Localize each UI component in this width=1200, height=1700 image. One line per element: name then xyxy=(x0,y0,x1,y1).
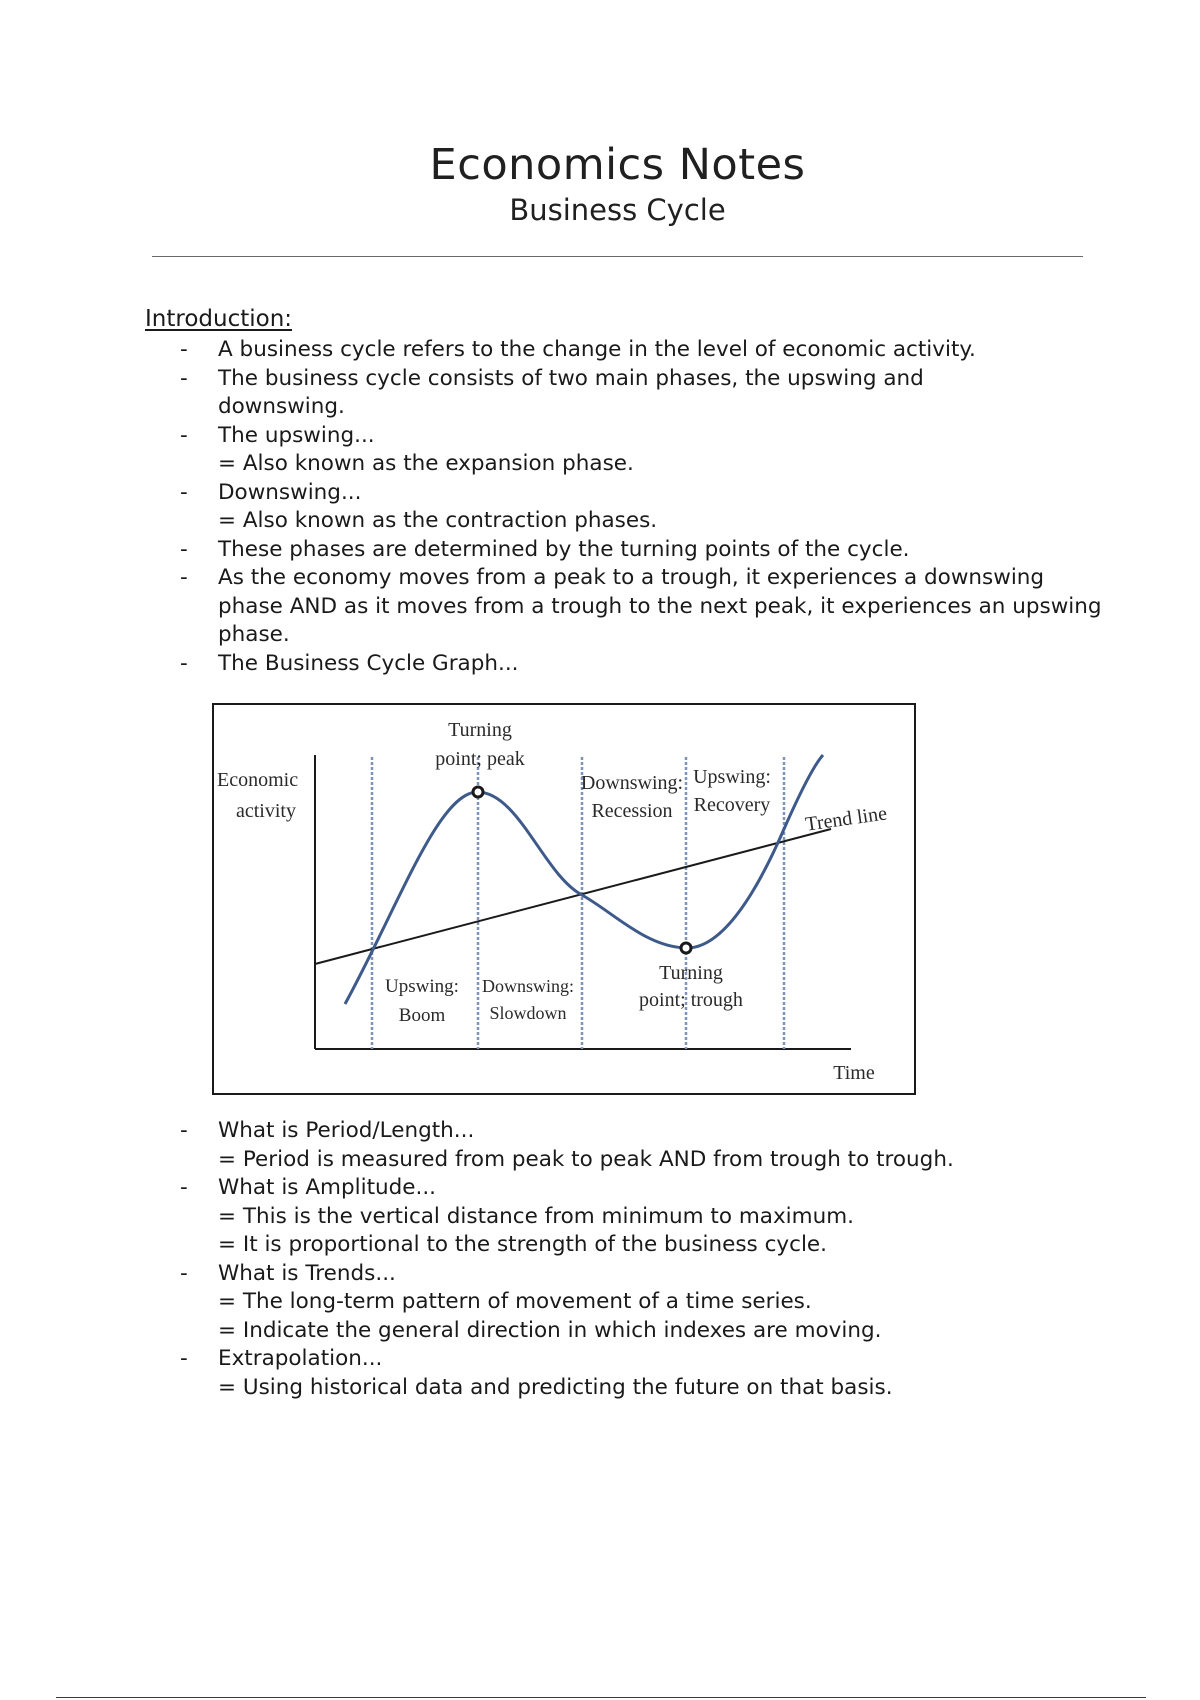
item-text: As the economy moves from a peak to a trough, it experiences a downswing phase AND as it moves from a trough to the next peak, it experiences an upswing phase. xyxy=(218,565,1102,647)
bullet-dash: - xyxy=(180,1260,188,1286)
boom-label: Boom xyxy=(398,1005,446,1026)
bullet-dash: - xyxy=(180,337,188,362)
peak-marker xyxy=(473,787,483,797)
item-text: What is Trends... xyxy=(218,1260,396,1286)
introduction-heading: Introduction: xyxy=(145,306,293,332)
item-definition: = Period is measured from peak to peak AND from trough to trough. xyxy=(218,1146,954,1172)
bullet-dash: - xyxy=(180,650,188,676)
item-definition: = Indicate the general direction in which indexes are moving. xyxy=(218,1317,882,1343)
item-definition: = Also known as the contraction phases. xyxy=(218,508,658,533)
item-definition: = Using historical data and predicting the future on that basis. xyxy=(218,1374,893,1400)
introduction-list xyxy=(180,336,1110,678)
list-item xyxy=(180,336,1110,365)
list-item xyxy=(180,365,1110,422)
list-item xyxy=(180,650,1110,679)
business-cycle-graph xyxy=(212,703,916,1095)
trough-marker xyxy=(681,943,691,953)
bullet-dash: - xyxy=(180,1175,188,1200)
list-item xyxy=(180,422,1110,479)
trend-line xyxy=(315,829,831,964)
slowdown-label: Downswing: xyxy=(481,976,575,996)
bullet-dash: - xyxy=(180,536,188,562)
y-axis-label: activity xyxy=(236,800,296,822)
trough-label: Turning xyxy=(659,962,723,984)
bullet-dash: - xyxy=(180,365,188,391)
item-text: What is Amplitude... xyxy=(218,1175,437,1200)
list-item xyxy=(180,479,1110,536)
peak-label: point; peak xyxy=(435,748,525,770)
bullet-dash: - xyxy=(180,422,188,448)
definitions-list xyxy=(180,1117,1110,1402)
x-axis-label: Time xyxy=(833,1062,875,1084)
trend-line-label: Trend line xyxy=(804,802,889,836)
list-item xyxy=(180,1117,1110,1174)
item-definition: = It is proportional to the strength of the business cycle. xyxy=(218,1232,827,1257)
bullet-dash: - xyxy=(180,1346,188,1371)
business-cycle-diagram xyxy=(214,705,914,1093)
title-divider xyxy=(152,256,1083,257)
item-text: The Business Cycle Graph... xyxy=(218,650,519,676)
recession-label: Recession xyxy=(591,800,673,822)
recession-label: Downswing: xyxy=(580,772,684,794)
slowdown-label: Slowdown xyxy=(489,1003,567,1023)
list-item xyxy=(180,1260,1110,1346)
item-definition: = Also known as the expansion phase. xyxy=(218,451,634,476)
item-text: What is Period/Length... xyxy=(218,1118,475,1143)
item-text: Downswing... xyxy=(218,479,362,505)
y-axis-label: Economic xyxy=(217,769,299,791)
bullet-dash: - xyxy=(180,1118,188,1143)
bullet-dash: - xyxy=(180,565,188,590)
item-text: The business cycle consists of two main phases, the upswing and downswing. xyxy=(218,365,924,419)
recovery-label: Upswing: xyxy=(693,766,771,788)
peak-label: Turning xyxy=(448,719,512,741)
item-text: These phases are determined by the turning points of the cycle. xyxy=(218,536,910,562)
footer-divider xyxy=(56,1697,1146,1698)
boom-label: Upswing: xyxy=(385,976,459,997)
item-definition: = The long-term pattern of movement of a time series. xyxy=(218,1289,812,1314)
item-text: The upswing... xyxy=(218,422,375,448)
list-item xyxy=(180,1174,1110,1260)
list-item xyxy=(180,564,1110,650)
recovery-label: Recovery xyxy=(693,794,771,816)
item-text: Extrapolation... xyxy=(218,1346,383,1371)
list-item xyxy=(180,536,1110,565)
page-subtitle: Business Cycle xyxy=(509,193,726,227)
trough-label: point; trough xyxy=(639,989,743,1011)
item-definition: = This is the vertical distance from minimum to maximum. xyxy=(218,1203,854,1229)
page-title: Economics Notes xyxy=(429,140,806,190)
list-item xyxy=(180,1345,1110,1402)
bullet-dash: - xyxy=(180,479,188,505)
item-text: A business cycle refers to the change in the level of economic activity. xyxy=(218,337,976,362)
